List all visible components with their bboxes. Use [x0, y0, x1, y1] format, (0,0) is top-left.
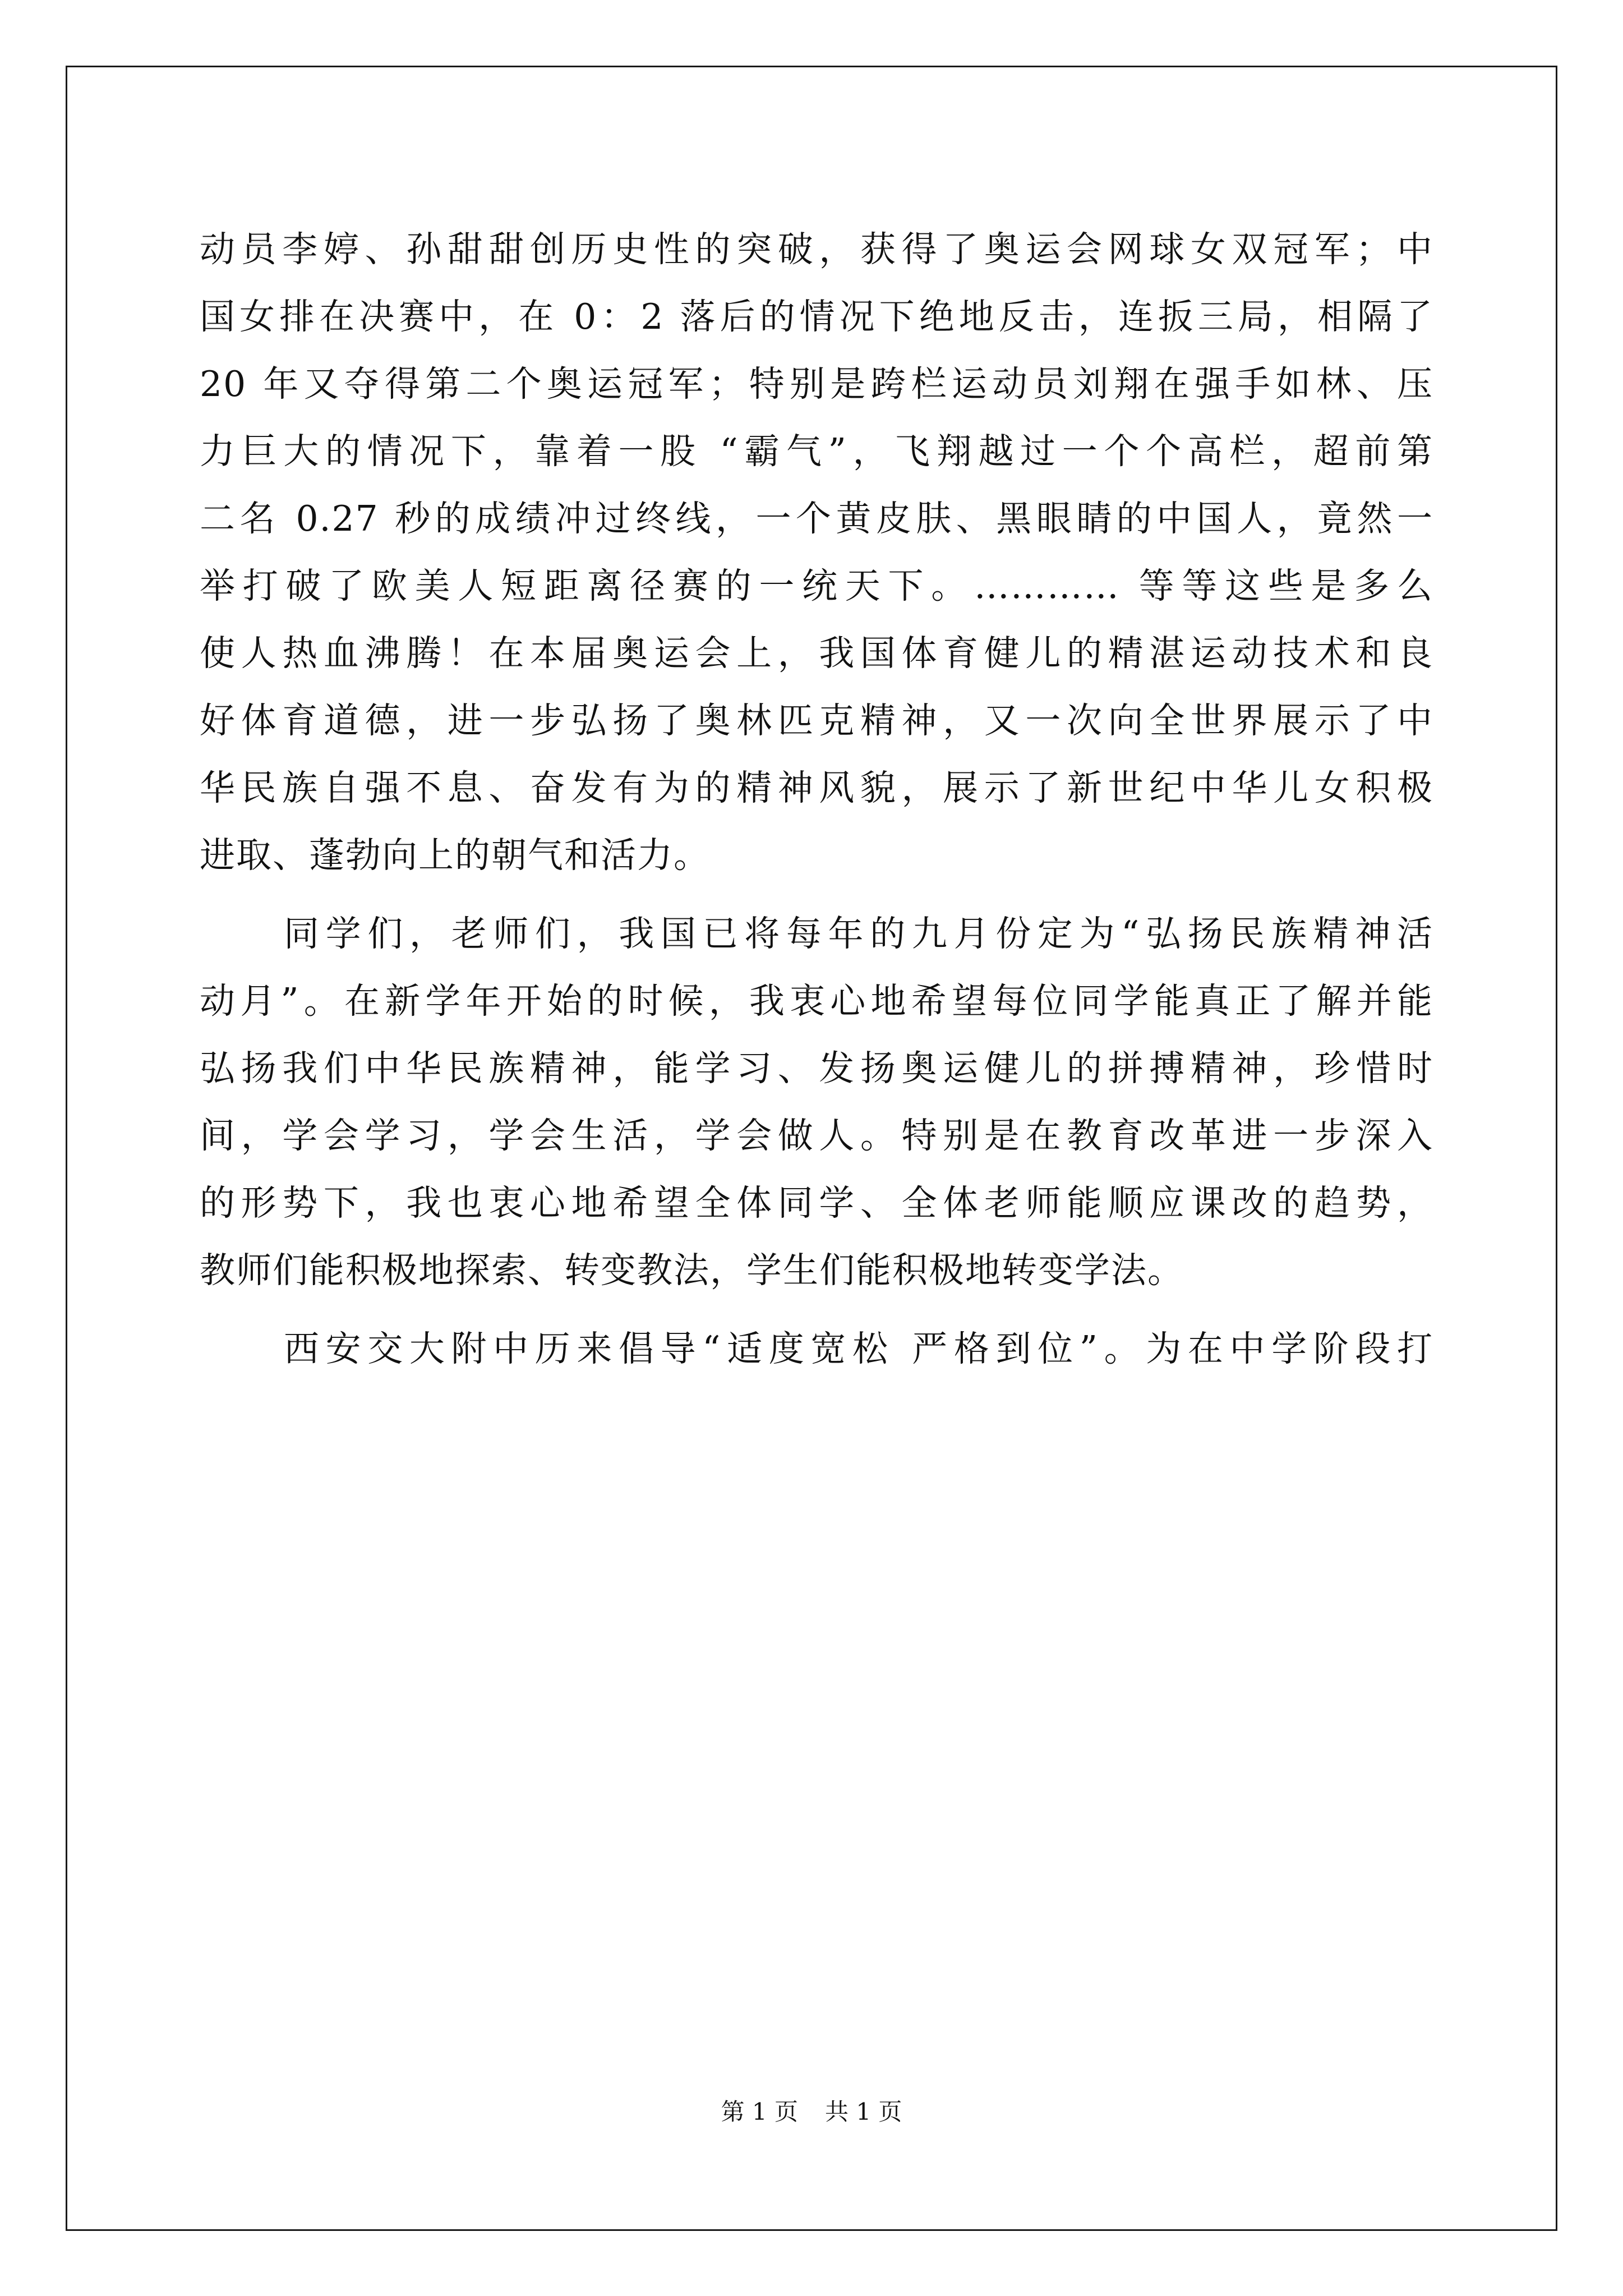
text-line: 20 年又夺得第二个奥运冠军；特别是跨栏运动员刘翔在强手如林、压	[200, 364, 1433, 404]
text-line: 力巨大的情况下，靠着一股 “霸气”，飞翔越过一个个高栏，超前第	[200, 431, 1433, 472]
page-footer	[0, 2095, 1623, 2129]
text-line: 弘扬我们中华民族精神，能学习、发扬奥运健儿的拼搏精神，珍惜时	[200, 1048, 1433, 1089]
page-number: 第 1 页	[721, 2098, 798, 2125]
text-line: 间，学会学习，学会生活，学会做人。特别是在教育改革进一步深入	[200, 1115, 1433, 1156]
text-line: 动员李婷、孙甜甜创历史性的突破，获得了奥运会网球女双冠军；中	[200, 229, 1433, 270]
text-line: 举打破了欧美人短距离径赛的一统天下。………… 等等这些是多么	[200, 565, 1433, 606]
text-line: 进取、蓬勃向上的朝气和活力。	[200, 835, 710, 876]
text-line: 西安交大附中历来倡导“适度宽松 严格到位”。为在中学阶段打	[284, 1328, 1433, 1369]
text-line: 教师们能积极地探索、转变教法，学生们能积极地转变学法。	[200, 1250, 1184, 1291]
text-line: 使人热血沸腾！在本届奥运会上，我国体育健儿的精湛运动技术和良	[200, 633, 1433, 674]
text-line: 同学们，老师们，我国已将每年的九月份定为“弘扬民族精神活	[284, 913, 1433, 954]
text-line: 华民族自强不息、奋发有为的精神风貌，展示了新世纪中华儿女积极	[200, 767, 1433, 808]
page-total: 共 1 页	[825, 2098, 902, 2125]
text-line: 二名 0.27 秒的成绩冲过终线，一个黄皮肤、黑眼睛的中国人，竟然一	[200, 498, 1433, 539]
text-line: 动月”。在新学年开始的时候，我衷心地希望每位同学能真正了解并能	[200, 981, 1433, 1022]
text-line: 好体育道德，进一步弘扬了奥林匹克精神，又一次向全世界展示了中	[200, 700, 1433, 741]
text-line: 的形势下，我也衷心地希望全体同学、全体老师能顺应课改的趋势，	[200, 1182, 1433, 1223]
text-line: 国女排在决赛中，在 0：2 落后的情况下绝地反击，连扳三局，相隔了	[200, 296, 1433, 337]
